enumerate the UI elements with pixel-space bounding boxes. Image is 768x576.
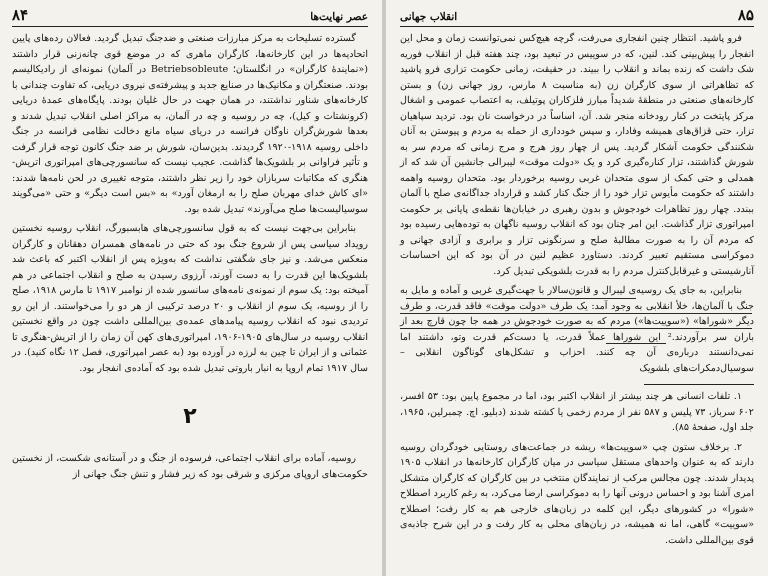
page-number: ۸۴ — [12, 6, 29, 24]
page-number: ۸۵ — [737, 6, 754, 24]
page-header — [400, 6, 754, 27]
paragraph: بنابراین، به جای یک روسیه‌ی لیبرال و قانون‌سالار با جهت‌گیری غربی و آماده و مایل به جنگ با آلمان‌ها، خلأ انقلابی به وجود آمد: یک طرف «دولت موقت» فاقد قدرت، و طرف دیگر «شوراها» («سوییت‌ها») مردم که به صورت خودجوش در همه جا چون قارچ بعد از باران سر برآوردند.² این شوراها عملاً قدرت، یا دست‌کم قدرت وتو، داشتند اما نمی‌دانستند درباره‌ی آن چه کنند. احزاب و تشکل‌های گوناگون انقلابی – سوسیال‌دمکرات‌های بلشویک — [400, 285, 754, 374]
pen-underline — [406, 298, 636, 299]
page-84 — [0, 0, 382, 576]
pen-underline — [606, 343, 666, 344]
footnote: ۲. برخلاف ستون چپ «سوییت‌ها» ریشه در جماعت‌های روستایی خودگردان روسیه دارند که به عنوان واحدهای مستقل سیاسی در میان کارگران کارخانه‌ها در انقلاب ۱۹۰۵ پدیدار شدند. چون مجالس مرکب از نمایندگان منتخب در بین کارگران که کارگران متشکل امری آشنا بود و احساس درونی آنها را به دموکراسی ارضا می‌کرد، به رغم کاربرد اصطلاح «شورا» در کشورهای دیگر، این کلمه در زبان‌های خارجی هم به کار رفت؛ اصطلاح «سوییت» گاهی، اما نه همیشه، در زبان‌های محلی به کار رفت و در این شرح جاذبه‌ی قوی بین‌المللی داشت. — [400, 441, 754, 546]
paragraph: روسیه، آماده برای انقلاب اجتماعی، فرسوده از جنگ و در آستانه‌ی شکست، از نخستین حکومت‌های اروپای مرکزی و شرقی بود که زیر فشار و تنش جنگ جهانی از — [12, 453, 368, 480]
pen-underline — [400, 328, 752, 329]
page-body — [12, 31, 368, 482]
page-85 — [386, 0, 768, 576]
footnote-separator — [644, 384, 754, 385]
paragraph: بنابراین بی‌جهت نیست که به قول سانسورچی‌های هابسبورگ، انقلاب روسیه نخستین رویداد سیاسی پس از شروع جنگ بود که حتی در نامه‌های همسران دهقانان و کارگران منعکس می‌شد. و نیز جای شگفتی نداشت که به‌ویژه پس از انقلاب اکتبر که باعث شد بلشویک‌ها این قدرت را به دست آورند، آرزوی رسیدن به صلح و انقلاب اجتماعی در هم آمیخته بود: یک سوم از نمونه‌ی نامه‌های سانسور شده از نوامبر ۱۹۱۷ تا مارس ۱۹۱۸، صلح را از روسیه، یک سوم از انقلاب و ۲۰ درصد ترکیبی از هر دو را می‌خواستند. از این رو تردیدی نبود که انقلاب روسیه پیامدهای عمده‌ی بین‌المللی داشت چون در واقع نخستین انقلاب روسیه در سال‌های ۱۹۰۵-۱۹۰۶، امپراتوری‌های کهن آن زمان را از اتریش-هنگری تا عثمانی و از ایران تا چین به لرزه در آورده بود (به عصر امپراتوری، فصل ۱۲ نگاه کنید). در سال ۱۹۱۷ تمام اروپا به انبار باروتی تبدیل شده بود که آماده‌ی انفجار بود. — [12, 223, 369, 374]
page-header — [12, 6, 368, 27]
footnote: ۱. تلفات انسانی هر چند بیشتر از انقلاب اکتبر بود، اما در مجموع پایین بود: ۵۳ افسر، ۶۰۲ سرباز، ۷۳ پلیس و ۵۸۷ نفر از مردم زخمی یا کشته شدند (دبلیو. اچ. چمبرلین، ۱۹۶۵، جلد اول، صفحهٔ ۸۵). — [400, 391, 754, 433]
chapter-number: ۲ — [183, 404, 197, 429]
paragraph: گسترده تسلیحات به مرکز مبارزات صنعتی و ضدجنگ تبدیل گردید. فعالان رده‌های پایین اتحادیه‌ها در این کارخانه‌ها، کارگران ماهری که در موضع قوی چانه‌زنی قرار داشتند («نمایندهٔ کارگران» در انگلستان؛ Betriebsobleute در آلمان) نمونه‌ای از رادیکالیسم بودند. صنعتگران و مکانیک‌ها در صنایع جدید و پیشرفته‌ی نیروی دریایی، که تفاوت چندانی با کارخانه‌های شناور نداشتند، در همان جهت در حال غلیان بودند. پایگاه‌های عمدهٔ دریایی (کرونشتات و کیل)، چه در روسیه و چه در آلمان، به مراکز اصلی انقلاب تبدیل شدند و بعدها شورش‌گران ناوگان فرانسه در دریای سیاه مانع دخالت نظامی فرانسه در جنگ داخلی روسیه ۱۹۱۸-۱۹۲۰ گردیدند. بدین‌سان، شورش بر ضد جنگ کانون توجه قرار گرفت و تأثیر فراوانی بر بلشویک‌ها گذاشت. عجیب نیست که سانسورچی‌های امپراتوری اتریش-هنگری که مکاتبات سربازان خود را زیر نظر داشتند، متوجه تغییری در لحن نامه‌ها شدند: «ای کاش خدای مهربان صلح را به ارمغان آورد» به «بس است دیگر» و حتی «می‌گویند سوسیالیست‌ها صلح می‌آورند» تبدیل شده بود. — [12, 33, 369, 215]
running-title: عصر نهایت‌ها — [310, 11, 368, 23]
running-title: انقلاب جهانی — [400, 11, 458, 23]
pen-underline — [400, 313, 752, 314]
page-body — [400, 31, 754, 548]
paragraph: فرو پاشید. انتظار چنین انفجاری می‌رفت، گرچه هیچ‌کس نمی‌توانست زمان و محل این انفجار را پیش‌بینی کند. لنین، که در سوییس در تبعید بود، چند هفته قبل از انقلاب فوریه شک داشت که زنده بماند و انقلاب را ببیند. در حقیقت، زمانی حکومت تزاری فرو پاشید که تظاهراتی از سوی کارگران زن (به مناسبت ۸ مارس، روز جهانی زن) و بستن کارخانه‌های صنعتی در منطقهٔ شدیداً مبارز فلزکاران پوتیلف، به اعتصاب عمومی و اشغال مرکز پایتخت در کنار رودخانه منجر شد. آن، اساساً در درخواست نان بود. تردید سپاهیان تزار، حتی قزاق‌های همیشه وفادار، و سپس خودداری از حمله به مردم و پیوستن به آنان شکنندگی حکومت آشکار گردید. پس از چهار روز هرج و مرج زمانی که مردم سر به شورش گذاشتند، تزار کناره‌گیری کرد و یک «دولت موقت» لیبرالی جانشین آن شد که از همدلی و حتی کمک از سوی متحدان غربی روسیه برخوردار بود. متحدان روسیه واهمه داشتند که حکومت مأیوس تزار خود را از جنگ کنار کشد و قرارداد جداگانه‌ی صلح با آلمان ببندد. چهار روز تظاهرات خودجوش و بدون رهبری در خیابان‌ها نقطه‌ی پایانی بر حکومت امپراتوری تزار گذاشت. این امر چنان بود که انقلاب روسیه ناگهان به توده‌هایی رسیده بود که مردم آن را به صورت مطالبهٔ صلح و سرنگونی تزار و برابری و آزادی جهانی و دموکراسی مستقیم تعبیر کردند. دستاورد عظیم لنین در آن بود که این احساسات آنارشیستی و غیرقابل‌کنترل مردم را به قدرت بلشویکی تبدیل کرد. — [400, 33, 754, 277]
